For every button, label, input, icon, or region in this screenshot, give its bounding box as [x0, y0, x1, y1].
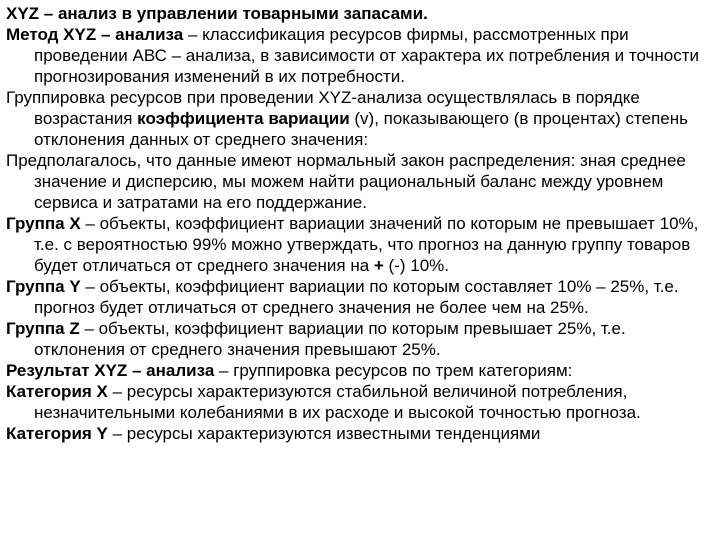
term-coefficient: коэффициента вариации	[137, 109, 350, 128]
paragraph-group-x-text-2: (-) 10%.	[383, 256, 450, 275]
paragraph-category-y	[6, 423, 714, 444]
paragraph-category-y-text: – ресурсы характеризуются известными тенденциями	[107, 424, 541, 443]
paragraph-method-text: – классификация ресурсов фирмы, рассмотренных при проведении АВС – анализа, в зависимости от характера их потребления и точности прогнозирования изменений в их потребности.	[34, 25, 700, 86]
paragraph-group-x-text-1: – объекты, коэффициент вариации значений по которым не превышает 10%, т.е. с вероятностью 99% можно утверждать, что прогноз на данную группу товаров будет отличаться от среднего значения на	[34, 214, 699, 275]
term-method: Метод XYZ – анализа	[6, 25, 184, 44]
paragraph-group-z-text: – объекты, коэффициент вариации по которым превышает 25%, т.е. отклонения от среднего значения превышают 25%.	[34, 319, 626, 359]
paragraph-group-y-text: – объекты, коэффициент вариации по которым составляет 10% – 25%, т.е. прогноз будет отличаться от среднего значения не более чем на 25%.	[34, 277, 679, 317]
term-group-z: Группа Z	[6, 319, 80, 338]
paragraph-result	[6, 360, 714, 381]
plus-sign: +	[373, 256, 384, 275]
paragraph-category-x-text: – ресурсы характеризуются стабильной величиной потребления, незначительными колебаниями в их расходе и высокой точностью прогноза.	[34, 382, 641, 422]
paragraph-assumption: Предполагалось, что данные имеют нормальный закон распределения: зная среднее значение и дисперсию, мы можем найти рациональный баланс между уровнем сервиса и затратами на его поддержание.	[6, 151, 686, 212]
slide-title: XYZ – анализ в управлении товарными запасами.	[6, 4, 428, 23]
term-result: Результат XYZ – анализа	[6, 361, 215, 380]
paragraph-group-x	[6, 213, 714, 276]
paragraph-result-text: – группировка ресурсов по трем категориям:	[214, 361, 573, 380]
text-body	[6, 3, 714, 444]
paragraph-grouping-text-2: (v), показывающего (в процентах) степень отклонения данных от среднего значения:	[34, 109, 689, 149]
paragraph-grouping	[6, 87, 714, 150]
term-group-x: Группа X	[6, 214, 81, 233]
term-category-x: Категория X	[6, 382, 108, 401]
paragraph-group-z	[6, 318, 714, 360]
paragraph-method	[6, 24, 714, 87]
paragraph-grouping-text-1: Группировка ресурсов при проведении XYZ-анализа осуществлялась в порядке возрастания	[6, 88, 640, 128]
paragraph-category-x	[6, 381, 714, 423]
term-category-y: Категория Y	[6, 424, 108, 443]
paragraph-group-y	[6, 276, 714, 318]
term-group-y: Группа Y	[6, 277, 81, 296]
